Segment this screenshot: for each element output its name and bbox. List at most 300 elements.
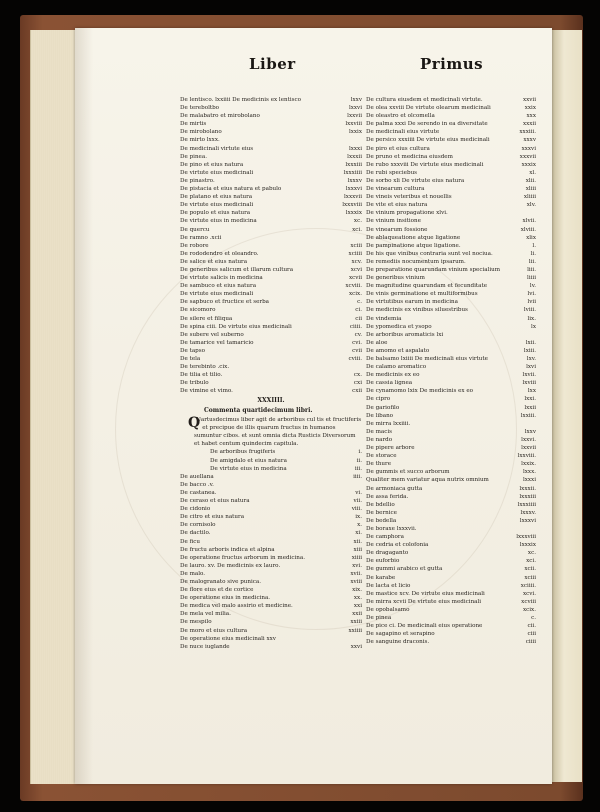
entry-title: De cultura eiusdem et medicinali virtute.	[366, 97, 483, 103]
entry-title: De cedria et colofonia	[366, 542, 429, 549]
entry-title: De camphora	[366, 534, 404, 541]
index-entry	[366, 355, 536, 363]
entry-chapter-number: xlv.	[526, 202, 536, 209]
index-entry	[180, 529, 362, 537]
entry-chapter-number	[359, 481, 362, 489]
index-entry	[366, 242, 536, 250]
entry-title: De his que vinibus contraria sunt vel nociua.	[366, 250, 493, 257]
section-paragraph	[180, 416, 362, 448]
index-entry	[366, 128, 536, 136]
entry-title: De persico xxxiiii De virtute eius medicinali	[366, 137, 490, 144]
entry-chapter-number: xix.	[352, 587, 362, 594]
entry-chapter-number: lxxix	[348, 129, 362, 136]
entry-title: De rubo xxxviii De virtute eius medicinali	[366, 161, 484, 168]
entry-title: De armoniaca gutta	[366, 485, 423, 492]
entry-title: De quercu	[180, 226, 210, 233]
entry-title: De boraxe lxxxvii.	[366, 525, 417, 532]
entry-title: De populo et eius natura	[180, 210, 251, 217]
entry-title: De pampinatione atque ligatione.	[366, 242, 461, 249]
entry-chapter-number: xxiii	[350, 619, 362, 626]
index-entry	[180, 282, 362, 290]
index-entry	[366, 153, 536, 161]
index-entry	[366, 525, 536, 533]
entry-chapter-number	[533, 331, 536, 339]
entry-title: De ypomedica et ysopo	[366, 323, 432, 330]
index-entry	[180, 363, 362, 371]
index-entry	[366, 274, 536, 282]
index-entry	[366, 420, 536, 428]
index-entry	[180, 169, 362, 177]
entry-chapter-number: ii.	[356, 457, 362, 464]
entry-chapter-number: lxxxiii	[519, 493, 536, 500]
entry-chapter-number	[359, 234, 362, 242]
index-entry	[366, 395, 536, 403]
entry-chapter-number: vii.	[353, 498, 362, 505]
entry-chapter-number: xiii	[353, 546, 362, 553]
entry-title: De subere vel suberno	[180, 331, 244, 338]
entry-chapter-number: lxxv	[350, 97, 362, 103]
entry-title: De pruno et medicina eiusdem	[366, 153, 453, 160]
entry-title: De nardo	[366, 436, 393, 443]
index-entry	[210, 465, 362, 473]
entry-chapter-number: cv.	[354, 331, 362, 338]
entry-chapter-number: x.	[357, 522, 362, 529]
entry-chapter-number: lxxvi.	[521, 436, 536, 443]
entry-title: De vinium insitione	[366, 218, 421, 225]
running-head-left: Liber	[249, 55, 296, 73]
index-entry	[180, 635, 362, 643]
entry-title: De cassia lignea	[366, 380, 413, 387]
index-entry	[180, 201, 362, 209]
entry-title: De medicinali eius virtute	[366, 129, 440, 136]
entry-chapter-number	[533, 209, 536, 217]
index-entry	[180, 481, 362, 489]
entry-chapter-number: lxxv	[524, 428, 536, 435]
entry-chapter-number: xi.	[355, 530, 362, 537]
entry-chapter-number: lii.	[528, 258, 536, 265]
index-entry	[180, 578, 362, 586]
index-entry	[366, 590, 536, 598]
index-entry	[180, 618, 362, 626]
index-entry	[366, 622, 536, 630]
entry-chapter-number: xlvii.	[522, 218, 536, 225]
entry-title: De virtutibus earum in medicina	[366, 299, 458, 306]
entry-title: De sambuco et eius natura	[180, 283, 257, 290]
page-edges	[30, 30, 79, 784]
entry-title: De euforbio	[366, 558, 400, 565]
entry-title: De amigdalo et eius natura	[210, 457, 287, 464]
entry-title: De nuce iuglande	[180, 643, 230, 650]
entry-chapter-number: xl.	[529, 169, 536, 176]
entry-title: De vineis veteribus et nouellis	[366, 194, 452, 201]
entry-chapter-number: xxxvi	[521, 145, 536, 152]
entry-chapter-number: l.	[532, 242, 536, 249]
index-entry	[366, 509, 536, 517]
entry-chapter-number: lxxxii	[347, 153, 362, 160]
entry-title: De spina ciii. De virtute eius medicinali	[180, 323, 292, 330]
entry-chapter-number: xviii	[350, 578, 362, 585]
entry-title: De lacta et licio	[366, 582, 411, 589]
index-entry	[366, 630, 536, 638]
entry-title: De auellana	[180, 473, 214, 480]
entry-title: De citro et eius natura	[180, 514, 245, 521]
entry-title: De sicomoro	[180, 307, 216, 314]
index-entry	[180, 355, 362, 363]
index-entry	[366, 266, 536, 274]
entry-chapter-number: cvi.	[352, 339, 362, 346]
entry-chapter-number: lxv.	[526, 356, 536, 362]
index-entry	[180, 104, 362, 112]
entry-title: De dragaganto	[366, 550, 409, 557]
entry-title: De virtute eius in medicina	[180, 218, 257, 225]
entry-chapter-number: lxxxiiii	[343, 169, 362, 176]
entry-title: De silere et filiqua	[180, 315, 233, 322]
index-entry	[366, 428, 536, 436]
entry-title: De medicinis ex vinibus siluestribus	[366, 307, 468, 314]
entry-chapter-number: lvi.	[527, 291, 536, 298]
entry-title: De rubi speciebus	[366, 169, 418, 176]
index-entry	[180, 96, 362, 104]
index-entry	[180, 193, 362, 201]
index-entry	[366, 533, 536, 541]
entry-title: De karabe	[366, 574, 396, 581]
entry-title: De ficu	[180, 538, 201, 545]
index-entry	[180, 250, 362, 258]
entry-chapter-number: lxxxi	[522, 477, 536, 484]
entry-chapter-number: lix.	[527, 315, 536, 322]
index-entry	[366, 201, 536, 209]
entry-title: De tilia et tilio.	[180, 372, 223, 379]
index-entry	[180, 153, 362, 161]
entry-title: De pipere arbore	[366, 445, 415, 452]
entry-title: De cynamomo lxix De medicinis ex eo	[366, 388, 474, 395]
entry-chapter-number: lxxxv	[347, 177, 362, 184]
index-entry	[180, 315, 362, 323]
entry-title: De gummis et succo arborum	[366, 469, 450, 476]
index-entry	[180, 602, 362, 610]
index-entry	[366, 549, 536, 557]
entry-title: De cidonio	[180, 506, 211, 513]
index-entry	[366, 339, 536, 347]
entry-title: De calamo aromatico	[366, 364, 427, 371]
index-entry	[180, 331, 362, 339]
entry-chapter-number: lxxxiii	[345, 161, 362, 168]
index-entry	[366, 493, 536, 501]
index-entry	[180, 513, 362, 521]
entry-chapter-number: c.	[531, 615, 536, 621]
entry-chapter-number: lxxviii.	[517, 453, 536, 460]
entry-chapter-number: lxxiii.	[520, 412, 536, 419]
entry-chapter-number: lxxxiiii	[517, 501, 536, 508]
index-entry	[366, 193, 536, 201]
index-entry	[366, 379, 536, 387]
entry-title: De opobalsamo	[366, 606, 410, 613]
index-entry	[180, 136, 362, 144]
entry-chapter-number: xciii	[524, 574, 536, 581]
entry-chapter-number: xvii.	[350, 570, 362, 577]
entry-chapter-number: lvii	[527, 299, 536, 306]
entry-title: De malogranato sive punica.	[180, 578, 262, 585]
entry-chapter-number: i.	[358, 449, 362, 456]
entry-chapter-number: lxvi	[526, 364, 536, 371]
entry-title: De fructu arboris indica et alpina	[180, 546, 275, 553]
entry-title: De moro et eius cultura	[180, 627, 248, 634]
index-entry	[180, 521, 362, 529]
entry-chapter-number: lxxxvi	[519, 517, 536, 524]
index-entry	[180, 128, 362, 136]
entry-chapter-number: lxxii	[524, 404, 536, 411]
index-entry	[366, 290, 536, 298]
index-entry	[180, 473, 362, 481]
entry-title: De libano	[366, 412, 394, 419]
entry-title: De platano et eius natura	[180, 194, 253, 201]
entry-title: De vinis germinatione et multiformibus	[366, 291, 478, 298]
entry-chapter-number: xxx	[526, 113, 536, 120]
index-entry	[366, 557, 536, 565]
entry-chapter-number: xcv.	[351, 258, 362, 265]
section-heading: Commenta quartidecimum libri.	[204, 407, 313, 415]
index-entry	[366, 282, 536, 290]
entry-title: De salice et eius natura	[180, 258, 248, 265]
entry-title: De ramno .xcii	[180, 234, 222, 241]
entry-title: De medica vel malo assirio et medicine.	[180, 603, 293, 610]
entry-title: De olea xxviii De virtute olearum medicinali	[366, 105, 491, 112]
entry-title: De amomo et aspalato	[366, 347, 430, 354]
index-entry	[366, 501, 536, 509]
index-entry	[366, 209, 536, 217]
index-entry	[366, 468, 536, 476]
entry-chapter-number: lxxxix	[345, 210, 362, 217]
index-entry	[366, 436, 536, 444]
entry-chapter-number: xxiiii	[348, 627, 362, 634]
entry-title: De mirobolano	[180, 129, 222, 136]
entry-title: De mirra lxxiiii.	[366, 420, 411, 427]
entry-chapter-number: xlviii.	[520, 226, 536, 233]
index-entry	[366, 614, 536, 622]
entry-title: De pistacia et eius natura et pabulo	[180, 186, 282, 193]
entry-chapter-number: lxxi.	[524, 396, 536, 403]
entry-chapter-number: c.	[357, 299, 362, 306]
index-entry	[366, 258, 536, 266]
entry-title: De operatione eius medicinali xxv	[180, 635, 276, 642]
entry-chapter-number: cii.	[527, 623, 536, 630]
entry-title: De vimine et vimo.	[180, 388, 233, 395]
index-entry	[366, 541, 536, 549]
entry-title: De sagapino et serapino	[366, 631, 435, 638]
entry-title: De magnitudine quarundam et fecunditate	[366, 283, 488, 290]
entry-chapter-number: xcvii	[348, 275, 362, 282]
entry-title: De palma xxxi De serendo in ea diversitate	[366, 121, 488, 128]
index-entry	[366, 387, 536, 395]
entry-chapter-number: xciiii	[348, 250, 362, 257]
index-entry	[366, 234, 536, 242]
entry-title: De castanea.	[180, 489, 217, 496]
entry-chapter-number: xxvi	[350, 643, 362, 650]
entry-title: De dactilo.	[180, 530, 211, 537]
index-entry	[366, 96, 536, 104]
entry-title: De lentisco. lxxiiii De medicinis ex lentisco	[180, 97, 302, 103]
entry-chapter-number	[359, 363, 362, 371]
index-entry	[180, 112, 362, 120]
entry-title: De oleastro et olcomella	[366, 113, 435, 120]
entry-title: De sorbo xli De virtute eius natura	[366, 177, 465, 184]
index-entry	[180, 387, 362, 395]
entry-title: De vite et eius natura	[366, 202, 428, 209]
entry-title: De arboribus frugiferis	[210, 449, 276, 456]
entry-title: De bdellio	[366, 501, 395, 508]
entry-title: De mespilo	[180, 619, 212, 626]
entry-chapter-number: cvii	[352, 347, 362, 354]
entry-title: De mirra xcvii De virtute eius medicinali	[366, 598, 482, 605]
entry-chapter-number: xcviii.	[345, 283, 362, 290]
entry-chapter-number: xciiii.	[520, 582, 536, 589]
entry-chapter-number: lxxxvii	[344, 194, 362, 201]
index-entry	[366, 565, 536, 573]
index-entry	[366, 331, 536, 339]
entry-chapter-number: xiiii	[351, 554, 362, 561]
entry-chapter-number: lx	[531, 323, 536, 330]
entry-chapter-number: lxxxviii	[516, 534, 536, 541]
index-entry	[366, 476, 536, 484]
facing-page	[552, 30, 582, 782]
index-entry	[180, 505, 362, 513]
entry-title: De vinium propagatione xlvi.	[366, 210, 448, 217]
entry-chapter-number: lxvii.	[522, 372, 536, 379]
entry-chapter-number: xx.	[353, 595, 362, 602]
entry-chapter-number: lxxxviii	[342, 202, 362, 209]
entry-title: De pinastro.	[180, 177, 215, 184]
index-entry	[366, 298, 536, 306]
entry-chapter-number: liii.	[527, 266, 536, 273]
entry-title: De terebinto .cix.	[180, 364, 230, 371]
entry-title: De pino et eius natura	[180, 161, 244, 168]
entry-chapter-number: xliiii	[523, 194, 536, 201]
index-entry	[180, 120, 362, 128]
entry-chapter-number: xxix	[524, 105, 536, 112]
entry-title: De generibus vinium	[366, 275, 425, 282]
index-entry	[180, 643, 362, 651]
entry-chapter-number: li.	[530, 250, 536, 257]
entry-chapter-number: lxxx.	[522, 469, 536, 476]
entry-title: De pinea	[366, 615, 392, 621]
entry-chapter-number	[359, 136, 362, 144]
index-entry	[180, 570, 362, 578]
entry-chapter-number: lxxxv.	[520, 509, 536, 516]
entry-title: De macis	[366, 428, 393, 435]
entry-title: De sapbuco et fructice et serba	[180, 299, 270, 306]
entry-chapter-number: ci.	[355, 307, 362, 314]
entry-chapter-number: xlii.	[525, 177, 536, 184]
index-entry	[180, 538, 362, 546]
entry-chapter-number: liiii	[527, 275, 536, 282]
entry-chapter-number	[359, 635, 362, 643]
entry-title: De mirtis	[180, 121, 207, 128]
index-entry	[366, 169, 536, 177]
entry-chapter-number: cviii.	[348, 356, 362, 362]
index-entry	[180, 627, 362, 635]
page-gutter	[75, 28, 93, 784]
index-entry	[366, 177, 536, 185]
entry-chapter-number: lxviii	[522, 380, 536, 387]
entry-chapter-number	[533, 525, 536, 533]
entry-chapter-number: lxii.	[525, 339, 536, 346]
entry-chapter-number: lxiii.	[523, 347, 536, 354]
entry-title: De flore eius et de cortice	[180, 587, 254, 594]
index-entry	[366, 485, 536, 493]
entry-title: De virtute eius in medicina	[210, 465, 287, 472]
entry-chapter-number: iii.	[354, 465, 362, 472]
index-entry	[366, 452, 536, 460]
entry-chapter-number: lxxvi	[348, 105, 362, 112]
entry-title: De robore	[180, 242, 209, 249]
index-entry	[366, 517, 536, 525]
entry-title: De mastice xcv. De virtute eius medicinali	[366, 590, 485, 597]
index-entry	[180, 298, 362, 306]
entry-chapter-number: xxxix	[521, 161, 536, 168]
index-entry	[180, 290, 362, 298]
entry-chapter-number: xcix.	[522, 606, 536, 613]
entry-chapter-number: xlix	[526, 234, 536, 241]
index-entry	[366, 582, 536, 590]
entry-chapter-number: lxxviii	[345, 121, 362, 128]
entry-title: De operatione fructus arborum in medicina.	[180, 554, 306, 561]
entry-title: De pinea.	[180, 153, 207, 160]
entry-title: De vindemia	[366, 315, 402, 322]
entry-title: De pice ci. De medicinali eius operatione	[366, 623, 483, 630]
right-column	[366, 96, 536, 646]
entry-title: De bernice	[366, 509, 397, 516]
entry-title: De ablaqueatione atque ligatione	[366, 234, 461, 241]
index-entry	[366, 217, 536, 225]
entry-chapter-number: lxxix.	[521, 461, 536, 468]
entry-chapter-number: cxii	[352, 388, 362, 395]
index-entry	[366, 161, 536, 169]
index-entry	[366, 347, 536, 355]
entry-title: De assa ferida.	[366, 493, 409, 500]
entry-chapter-number: xcix.	[348, 291, 362, 298]
entry-title: De bedella	[366, 517, 397, 524]
entry-chapter-number: lxx	[527, 388, 536, 395]
entry-chapter-number: vi.	[355, 489, 362, 496]
entry-title: De lauro. xv. De medicinis ex lauro.	[180, 562, 281, 569]
entry-title: De tapso	[180, 347, 205, 354]
entry-title: De balsamo lxiiii De medicinali eius virtute	[366, 356, 488, 362]
index-entry	[366, 323, 536, 331]
index-entry	[180, 242, 362, 250]
index-entry	[180, 145, 362, 153]
index-entry	[180, 347, 362, 355]
entry-title: De storace	[366, 453, 397, 460]
entry-chapter-number: cii	[355, 315, 362, 322]
index-entry	[366, 404, 536, 412]
entry-chapter-number: lxxxi	[348, 145, 362, 152]
entry-title: De virtute eius medicinali	[180, 291, 254, 298]
index-entry	[366, 363, 536, 371]
entry-title: De aloe	[366, 339, 388, 346]
index-entry	[366, 226, 536, 234]
entry-chapter-number: viii.	[351, 506, 362, 513]
index-entry	[210, 448, 362, 456]
entry-chapter-number: lxxvii	[521, 445, 536, 452]
index-entry	[180, 497, 362, 505]
entry-chapter-number: xc.	[353, 218, 362, 225]
index-entry	[180, 258, 362, 266]
index-entry	[366, 315, 536, 323]
index-entry	[366, 306, 536, 314]
index-entry	[180, 586, 362, 594]
index-entry	[180, 177, 362, 185]
entry-title: De virtute eius medicinali	[180, 202, 254, 209]
